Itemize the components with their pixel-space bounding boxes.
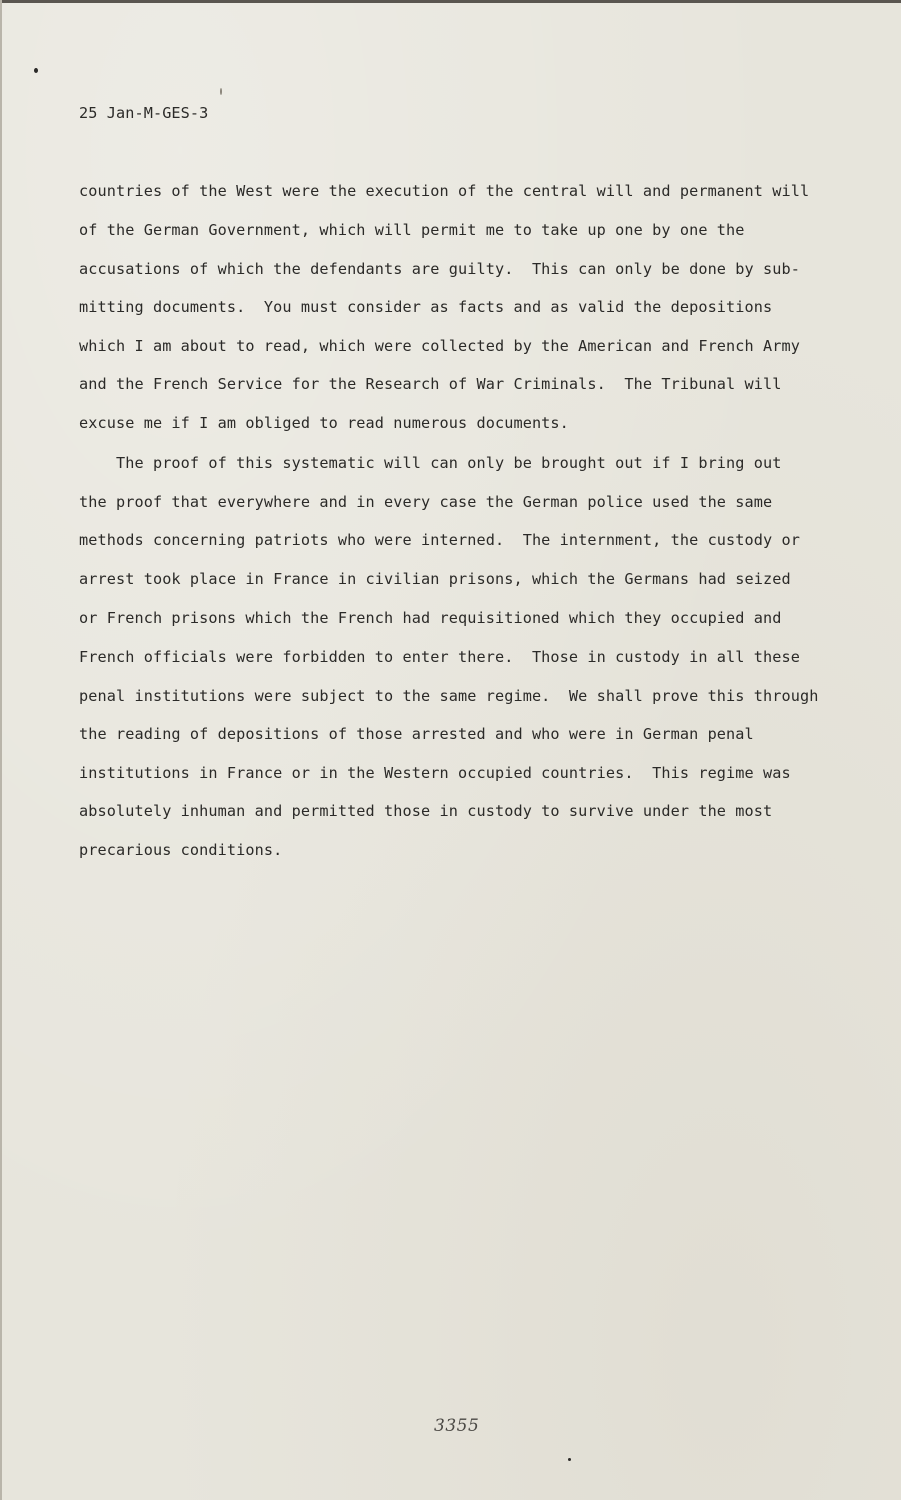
text-line: which I am about to read, which were collected by the American and French Army bbox=[79, 337, 801, 355]
page-left-edge bbox=[0, 0, 2, 1500]
text-line: precarious conditions. bbox=[79, 841, 283, 859]
text-line: the proof that everywhere and in every case the German police used the same bbox=[79, 493, 773, 511]
text-line: The proof of this systematic will can only be brought out if I bring out bbox=[79, 454, 782, 472]
text-line: mitting documents. You must consider as facts and as valid the depositions bbox=[79, 298, 773, 316]
text-line: accusations of which the defendants are guilty. This can only be done by sub- bbox=[79, 260, 801, 278]
text-line: methods concerning patriots who were interned. The internment, the custody or bbox=[79, 531, 801, 549]
paper-speck bbox=[34, 68, 38, 73]
text-line: countries of the West were the execution of the central will and permanent will bbox=[79, 182, 810, 200]
page-top-edge bbox=[0, 0, 901, 3]
text-line: excuse me if I am obliged to read numerous documents. bbox=[79, 414, 569, 432]
document-reference: 25 Jan-M-GES-3 bbox=[79, 104, 209, 122]
text-line: French officials were forbidden to enter there. Those in custody in all these bbox=[79, 648, 801, 666]
page-number: 3355 bbox=[434, 1416, 480, 1436]
text-line: institutions in France or in the Western occupied countries. This regime was bbox=[79, 764, 791, 782]
text-line: and the French Service for the Research of War Criminals. The Tribunal will bbox=[79, 375, 782, 393]
text-line: absolutely inhuman and permitted those in custody to survive under the most bbox=[79, 802, 773, 820]
text-line: arrest took place in France in civilian prisons, which the Germans had seized bbox=[79, 570, 791, 588]
paper-speck bbox=[568, 1458, 571, 1461]
text-line: the reading of depositions of those arrested and who were in German penal bbox=[79, 725, 754, 743]
text-line: or French prisons which the French had requisitioned which they occupied and bbox=[79, 609, 782, 627]
text-line: of the German Government, which will permit me to take up one by one the bbox=[79, 221, 745, 239]
paper-speck bbox=[220, 88, 222, 95]
text-line: penal institutions were subject to the same regime. We shall prove this through bbox=[79, 687, 819, 705]
